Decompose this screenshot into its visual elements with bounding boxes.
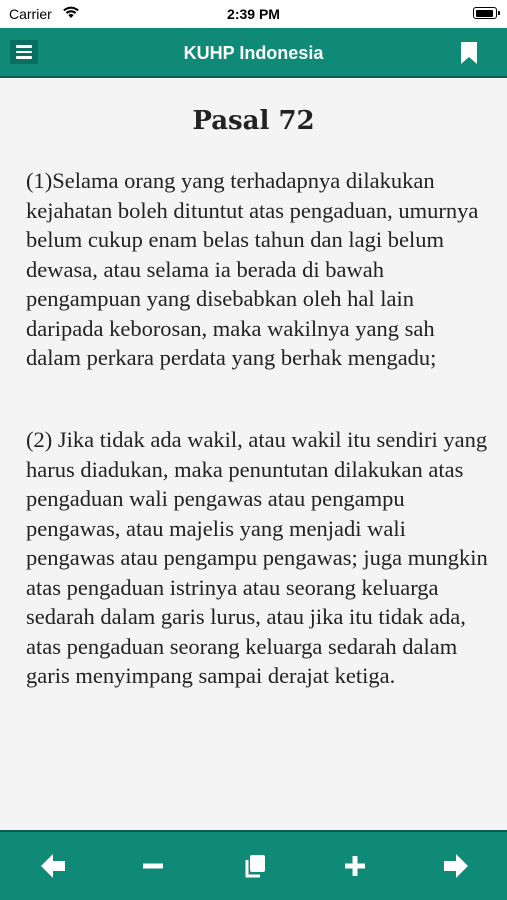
next-button[interactable]	[440, 850, 472, 882]
decrease-font-button[interactable]	[137, 850, 169, 882]
arrow-left-icon	[39, 852, 67, 880]
carrier-label: Carrier	[9, 6, 52, 22]
bookmark-icon	[459, 41, 479, 65]
status-bar	[0, 0, 507, 28]
bottom-toolbar	[0, 830, 507, 900]
clock: 2:39 PM	[227, 6, 280, 22]
previous-button[interactable]	[37, 850, 69, 882]
arrow-right-icon	[442, 852, 470, 880]
article-title: Pasal 72	[192, 106, 315, 136]
article-paragraph: (2) Jika tidak ada wakil, atau wakil itu sendiri yang harus diadukan, maka penuntutan dilakukan atas pengaduan wali pengawas atau pengampu pengawas, atau majelis yang menjadi wali pengawas atau pengampu pengawas; juga mungkin atas pengaduan istrinya atau seorang keluarga sedarah dalam garis lurus, atau jika itu tidak ada, atas pengaduan seorang keluarga sedarah dalam garis menyimpang sampai derajat ketiga.	[26, 427, 488, 688]
article-content	[0, 78, 507, 830]
plus-icon	[341, 852, 369, 880]
minus-icon	[139, 852, 167, 880]
battery-icon	[473, 7, 497, 19]
copy-icon	[241, 852, 269, 880]
increase-font-button[interactable]	[339, 850, 371, 882]
app-title: KUHP Indonesia	[183, 43, 324, 63]
copy-button[interactable]	[239, 850, 271, 882]
article-paragraph: (1)Selama orang yang terhadapnya dilakukan kejahatan boleh dituntut atas pengaduan, umurnya belum cukup enam belas tahun dan lagi belum dewasa, atau selama ia berada di bawah pengampuan yang disebabkan oleh hal lain daripada keborosan, maka wakilnya yang sah dalam perkara perdata yang berhak mengadu;	[26, 168, 479, 370]
navigation-bar	[0, 28, 507, 78]
bookmark-button[interactable]	[459, 41, 479, 65]
